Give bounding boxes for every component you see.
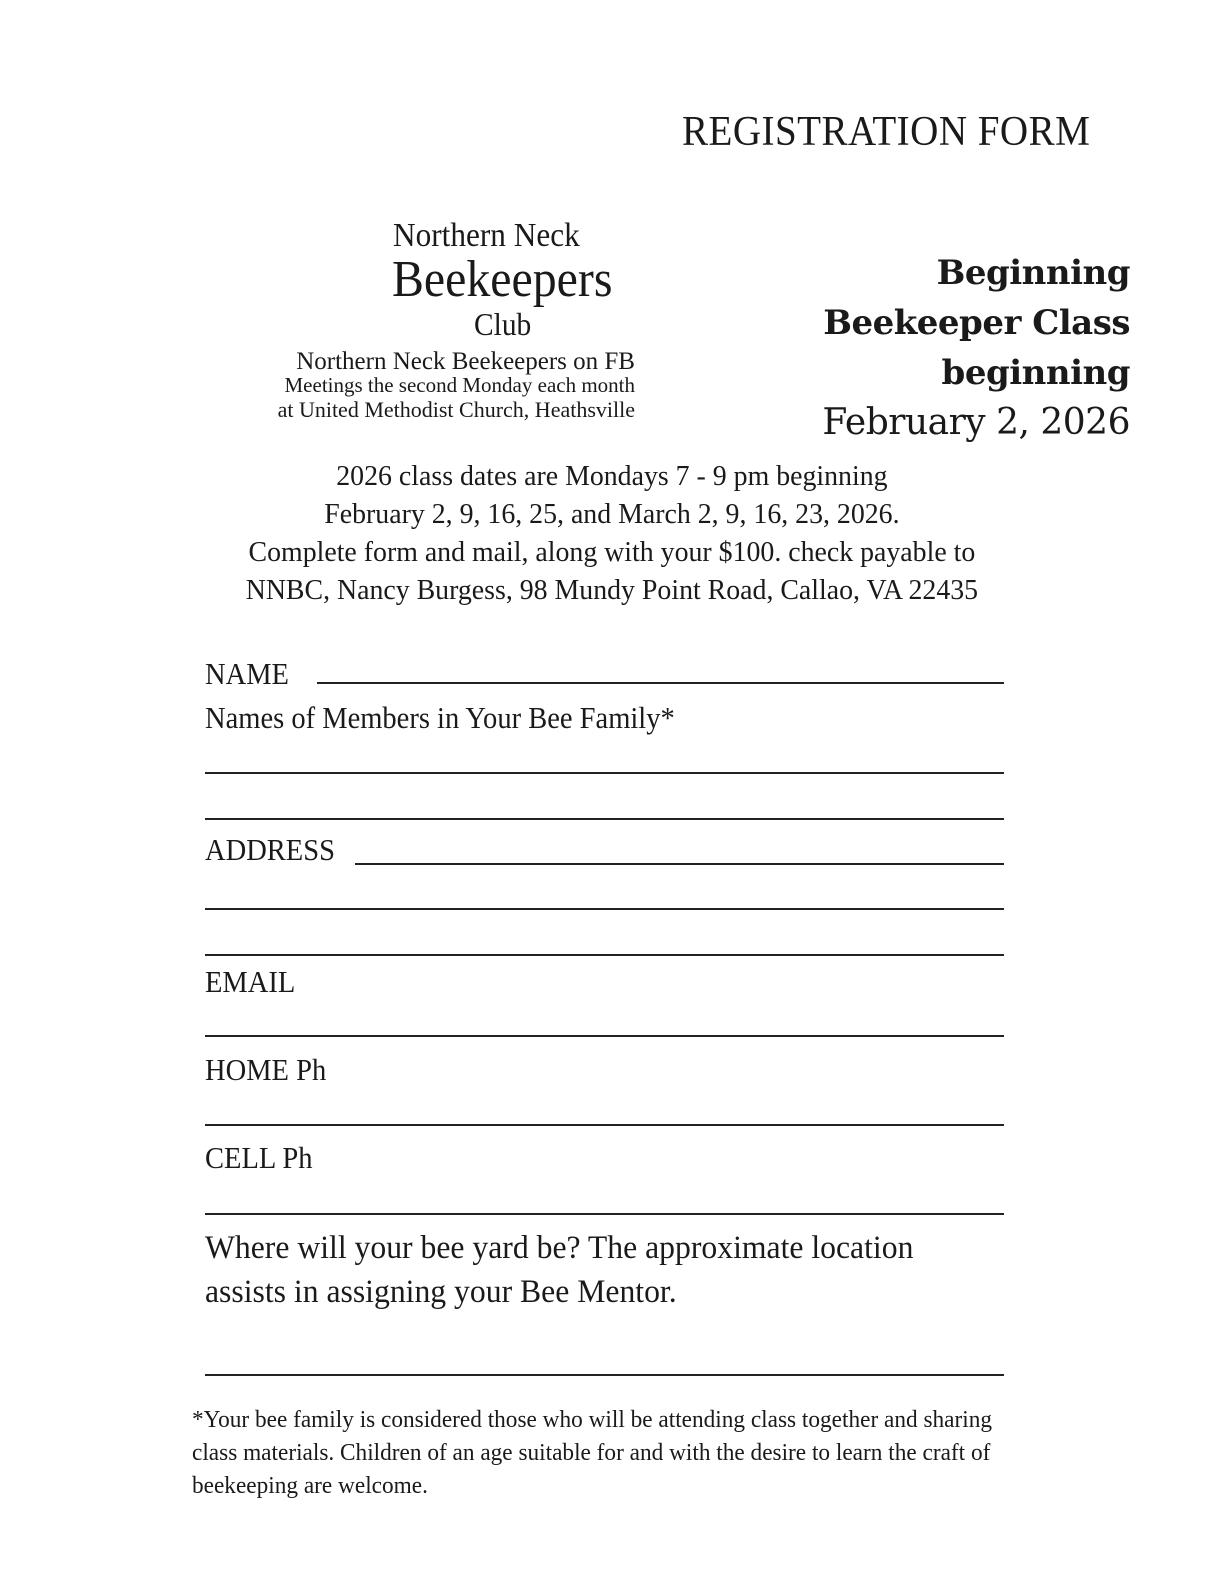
info-line4: NNBC, Nancy Burgess, 98 Mundy Point Road, Callao, VA 22435	[245, 574, 979, 606]
info-line2: February 2, 9, 16, 25, and March 2, 9, 16, 23, 2026.	[324, 498, 900, 530]
club-facebook: Northern Neck Beekeepers on FB	[296, 348, 635, 375]
bee-yard-question: Where will your bee yard be? The approximate location assists in assigning your Bee Mentor.	[205, 1230, 914, 1310]
address-input-line-1[interactable]	[355, 863, 1004, 865]
name-label: NAME	[205, 656, 289, 691]
email-label: EMAIL	[205, 964, 296, 999]
bee-yard-input-line[interactable]	[205, 1374, 1004, 1376]
family-input-line-1[interactable]	[205, 772, 1004, 774]
class-line2: Beekeeper Class	[823, 303, 1130, 343]
cell-phone-input-line[interactable]	[205, 1213, 1004, 1215]
address-input-line-3[interactable]	[205, 954, 1004, 956]
info-line3: Complete form and mail, along with your $100. check payable to	[248, 536, 976, 568]
class-line3: beginning	[941, 353, 1130, 393]
club-meetings: Meetings the second Monday each month	[284, 373, 635, 397]
club-name-line1: Northern Neck	[393, 217, 580, 254]
cell-phone-label: CELL Ph	[205, 1140, 313, 1175]
info-line1: 2026 class dates are Mondays 7 - 9 pm beginning	[336, 460, 888, 492]
class-announcement	[822, 248, 1130, 448]
address-input-line-2[interactable]	[205, 908, 1004, 910]
home-phone-input-line[interactable]	[205, 1124, 1004, 1126]
family-input-line-2[interactable]	[205, 818, 1004, 820]
class-start-date: February 2, 2026	[822, 402, 1130, 443]
class-line1: Beginning	[936, 253, 1130, 293]
name-input-line[interactable]	[317, 682, 1004, 684]
form-title: REGISTRATION FORM	[682, 109, 1091, 155]
family-label: Names of Members in Your Bee Family*	[205, 700, 675, 735]
club-name-line3: Club	[474, 306, 532, 342]
footnote: *Your bee family is considered those who will be attending class together and sharing class materials. Children of an age suitable for and with the desire to learn the craft of beekeeping are welcome.	[192, 1407, 992, 1499]
club-location: at United Methodist Church, Heathsville	[277, 397, 635, 422]
email-input-line[interactable]	[205, 1035, 1004, 1037]
home-phone-label: HOME Ph	[205, 1052, 327, 1087]
club-name-line2: Beekeepers	[392, 251, 613, 308]
address-label: ADDRESS	[205, 832, 335, 867]
